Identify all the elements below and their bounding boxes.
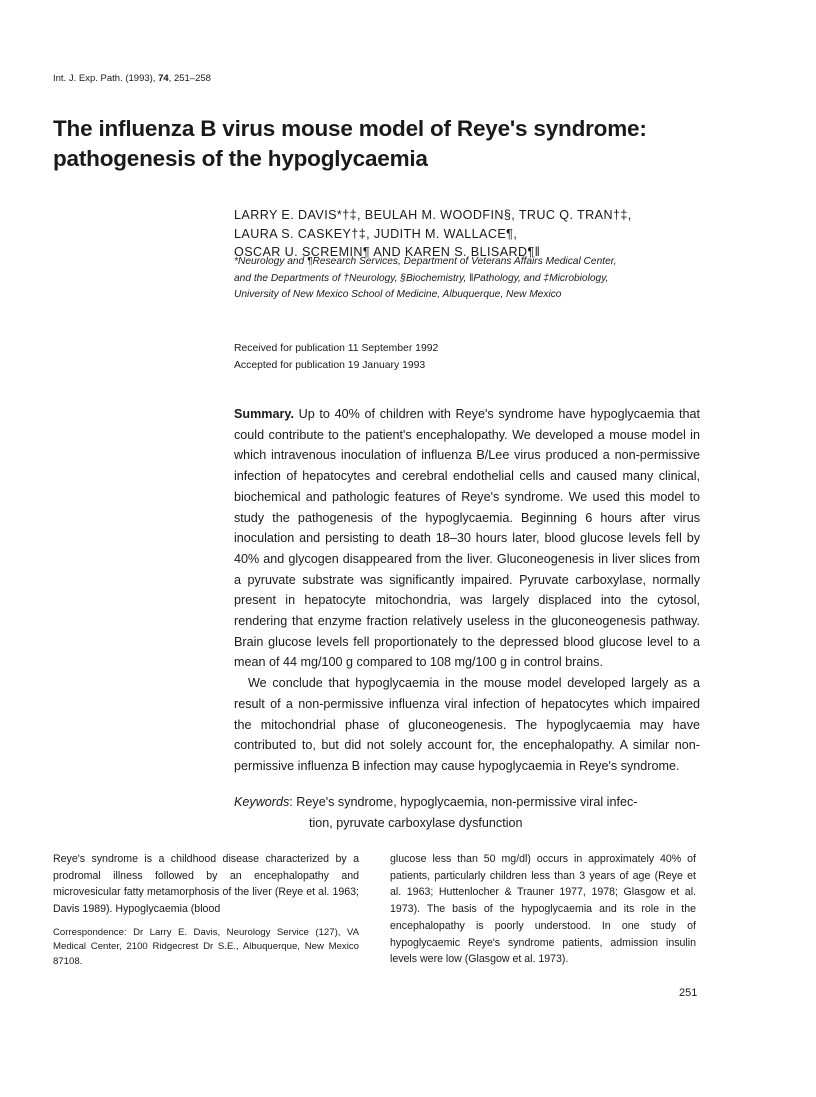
keywords-line-1: [234, 792, 700, 813]
abstract: [234, 404, 700, 777]
article-title: [53, 114, 773, 174]
authors-line-3: OSCAR U. SCREMIN¶ AND KAREN S. BLISARD¶‖: [234, 245, 541, 259]
body-column-left: [53, 851, 359, 969]
authors-line-2: LAURA S. CASKEY†‡, JUDITH M. WALLACE¶,: [234, 226, 518, 241]
publication-dates: [234, 340, 438, 374]
summary-paragraph-2: We conclude that hypoglycaemia in the mouse model developed largely as a result of a non-permissive influenza viral infection of hepatocytes which impaired the mitochondrial phase of gluconeogenesis. The hypoglycaemia may have contributed to, but did not solely account for, the encephalopathy. A similar non-permissive influenza B infection may cause hypoglycaemia in Reye's syndrome.: [234, 676, 700, 773]
summary-paragraph-1: [234, 404, 700, 673]
title-line-2: pathogenesis of the hypoglycaemia: [53, 146, 428, 171]
journal-pages: , 251–258: [168, 73, 211, 84]
affiliation-line-2: and the Departments of †Neurology, §Biochemistry, ‖Pathology, and ‡Microbiology,: [234, 272, 609, 284]
intro-paragraph-right: glucose less than 50 mg/dl) occurs in approximately 40% of patients, particularly children less than 3 years of age (Reye et al. 1963; Huttenlocher & Trauner 1977, 1978; Glasgow et al. 1973). The basis of the hypoglycaemia and its role in the encephalopathy is poorly understood. In one study of hypoglycaemic Reye's syndrome patients, admission insulin levels were low (Glasgow et al. 1973).: [390, 853, 696, 966]
accepted-date: Accepted for publication 19 January 1993: [234, 360, 426, 371]
keywords-text-1: : Reye's syndrome, hypoglycaemia, non-permissive viral infec-: [289, 795, 638, 809]
affiliation-line-3: University of New Mexico School of Medicine, Albuquerque, New Mexico: [234, 289, 562, 300]
correspondence-note: Correspondence: Dr Larry E. Davis, Neurology Service (127), VA Medical Center, 2100 Ridgecrest Dr S.E., Albuquerque, New Mexico 87108.: [53, 926, 359, 967]
journal-volume: 74: [158, 73, 169, 84]
page-number: 251: [679, 987, 698, 999]
journal-citation: [53, 73, 211, 84]
affiliation-line-1: *Neurology and ¶Research Services, Department of Veterans Affairs Medical Center,: [234, 256, 617, 267]
keywords: [234, 792, 700, 833]
summary-text-1: Up to 40% of children with Reye's syndrome have hypoglycaemia that could contribute to the patient's encephalopathy. We developed a mouse model in which intravenous inoculation of influenza B/Lee virus produced a non-permissive infection of hepatocytes and cerebral endothelial cells and caused many clinical, biochemical and pathologic features of Reye's syndrome. We used this model to study the pathogenesis of the hypoglycaemia. Beginning 6 hours after virus inoculation and persisting to death 18–30 hours later, blood glucose levels fell by 40% and glycogen disappeared from the liver. Gluconeogenesis in liver slices from a pyruvate substrate was significantly impaired. Pyruvate carboxylase, normally present in hepatocyte mitochondria, was largely displaced into the cytosol, rendering that enzyme fraction relatively useless in the gluconeogenesis pathway. Brain glucose levels fell proportionately to the depressed blood glucose level to a mean of 44 mg/100 g compared to 108 mg/100 g in control brains.: [234, 407, 700, 670]
intro-paragraph-left: Reye's syndrome is a childhood disease characterized by a prodromal illness followed by an encephalopathy and microvesicular fatty metamorphosis of the liver (Reye et al. 1963; Davis 1989). Hypoglycaemia (blood: [53, 853, 359, 916]
title-line-1: The influenza B virus mouse model of Reye's syndrome:: [53, 116, 647, 141]
keywords-label: Keywords: [234, 795, 290, 809]
authors-line-1: LARRY E. DAVIS*†‡, BEULAH M. WOODFIN§, TRUC Q. TRAN†‡,: [234, 208, 632, 222]
received-date: Received for publication 11 September 1992: [234, 343, 439, 354]
affiliations: [234, 254, 754, 304]
keywords-line-2: tion, pyruvate carboxylase dysfunction: [309, 815, 523, 830]
body-column-right: [390, 851, 696, 968]
summary-lead: Summary.: [234, 407, 294, 421]
journal-citation-prefix: Int. J. Exp. Path. (1993),: [53, 73, 159, 84]
